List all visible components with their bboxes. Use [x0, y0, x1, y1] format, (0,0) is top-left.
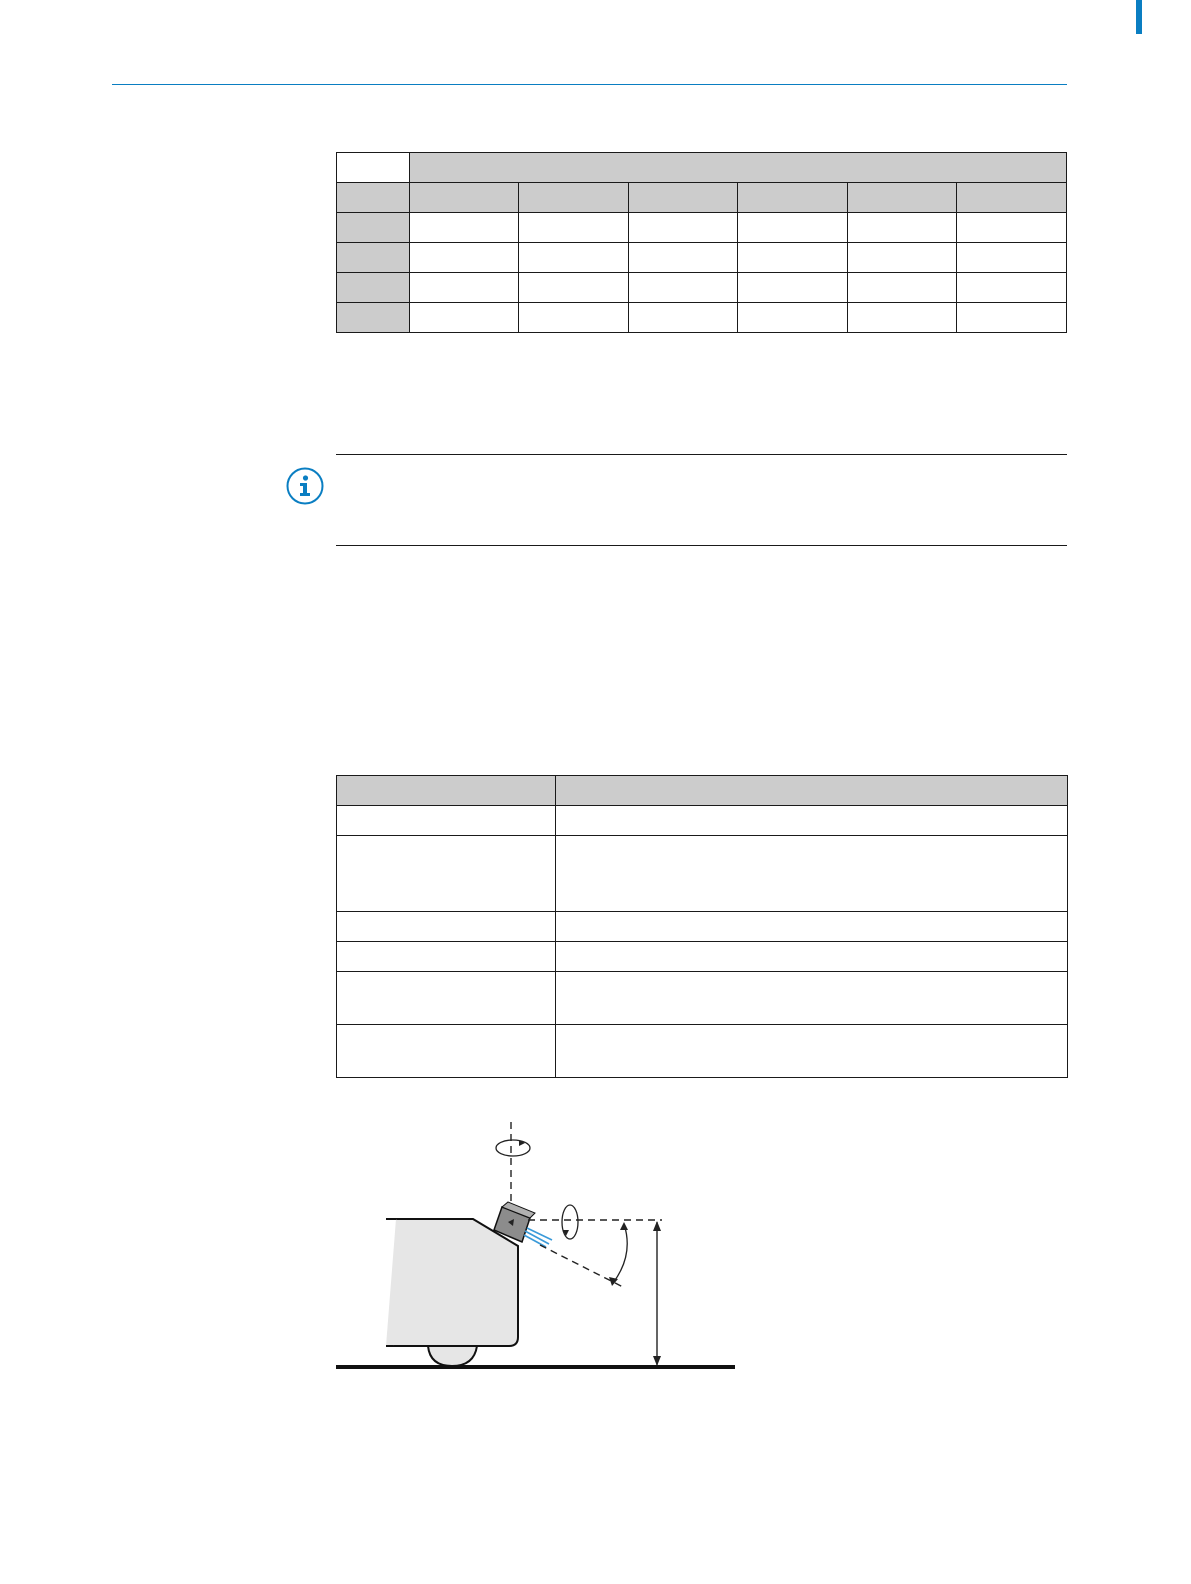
table-cell [738, 243, 848, 273]
sensor-mounting-diagram [330, 1118, 750, 1380]
row-label-cell [337, 243, 410, 273]
table-row [337, 806, 1068, 836]
table-cell [629, 243, 738, 273]
table-cell [519, 213, 629, 243]
vehicle-body [386, 1219, 518, 1346]
table-header-cell [556, 776, 1068, 806]
tilt-arrow-icon [562, 1205, 578, 1239]
row-label-cell [337, 303, 410, 333]
table-row [337, 303, 1067, 333]
table-header-cell [738, 183, 848, 213]
table-cell [957, 243, 1067, 273]
data-table-1 [336, 152, 1067, 333]
table-cell [556, 912, 1068, 942]
sensor-beam [524, 1228, 552, 1247]
table-row [337, 972, 1068, 1025]
wheel-icon [428, 1346, 477, 1366]
table-cell [410, 213, 519, 243]
table-subheader-row [337, 183, 1067, 213]
info-icon [285, 466, 325, 506]
table-cell [337, 942, 556, 972]
table-cell [848, 273, 957, 303]
note-bottom-rule [336, 545, 1067, 546]
table-row [337, 942, 1068, 972]
table-header-row [337, 776, 1068, 806]
chapter-edge-tab [1136, 0, 1142, 34]
table-cell [957, 213, 1067, 243]
table-cell [957, 273, 1067, 303]
data-table-2 [336, 775, 1068, 1078]
table-header-cell [337, 183, 410, 213]
table-cell [848, 303, 957, 333]
table-cell [848, 213, 957, 243]
table-cell [556, 942, 1068, 972]
table-header-cell [337, 776, 556, 806]
table-cell [848, 243, 957, 273]
note-top-rule [336, 454, 1067, 455]
table-cell [337, 806, 556, 836]
table-header-cell [519, 183, 629, 213]
row-label-cell [337, 273, 410, 303]
rotation-arrow-icon [496, 1140, 530, 1156]
table-row [337, 1025, 1068, 1078]
table-cell [519, 273, 629, 303]
table-row [337, 273, 1067, 303]
table-header-cell [410, 183, 519, 213]
table-header-row [337, 153, 1067, 183]
table-header-cell [629, 183, 738, 213]
header-rule [112, 84, 1067, 85]
table-cell [556, 1025, 1068, 1078]
table-header-cell [957, 183, 1067, 213]
table-cell [337, 972, 556, 1025]
table-cell [410, 243, 519, 273]
table-cell [519, 303, 629, 333]
table-cell [519, 243, 629, 273]
height-arrow-icon [653, 1221, 661, 1366]
table-row [337, 836, 1068, 912]
table-cell [337, 836, 556, 912]
table-cell [629, 213, 738, 243]
table-cell [410, 303, 519, 333]
table-row [337, 213, 1067, 243]
table-cell [738, 213, 848, 243]
table-cell [556, 972, 1068, 1025]
table-row [337, 912, 1068, 942]
table-cell [337, 1025, 556, 1078]
table-cell [629, 273, 738, 303]
angle-arc [609, 1222, 628, 1286]
table-cell [556, 836, 1068, 912]
table-corner-cell [337, 153, 410, 183]
table-header-cell [848, 183, 957, 213]
table-cell [629, 303, 738, 333]
row-label-cell [337, 213, 410, 243]
table-cell [738, 303, 848, 333]
table-row [337, 243, 1067, 273]
table-cell [738, 273, 848, 303]
table-cell [337, 912, 556, 942]
table-cell [957, 303, 1067, 333]
table-span-header [410, 153, 1067, 183]
table-cell [556, 806, 1068, 836]
table-cell [410, 273, 519, 303]
